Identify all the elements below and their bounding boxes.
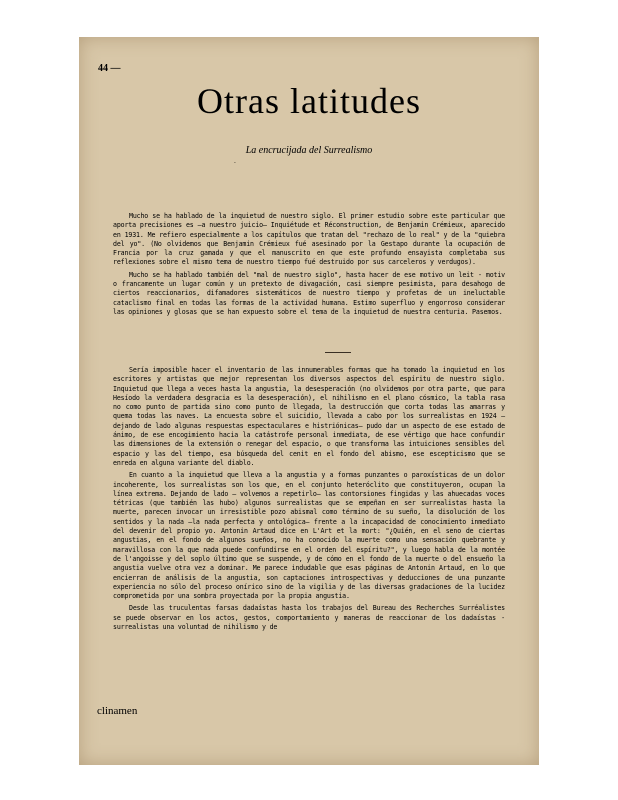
section-divider [325, 352, 351, 353]
section-1 [113, 212, 505, 320]
paragraph: Sería imposible hacer el inventario de las innumerables formas que ha tomado la inquietud en los escritores y artistas que mejor representan los diversos aspectos del espíritu de nuestro siglo. Inquietud que llega a veces hasta la angustia, la desesperación (no olvidemos por otra parte, que para Hesíodo la verdadera desgracia es la desesperación), el nihilismo en el plano cósmico, la tabla rasa no como punto de partida sino como punto de llegada, la destrucción que corta todas las amarras y quema todas las naves. La encuesta sobre el suicidio, llevada a cabo por los surrealistas en 1924 —dejando de lado algunas respuestas espectaculares e histriónicas— pudo dar un aspecto de ese estado de ánimo, de ese encogimiento hacia la catástrofe personal inmediata, de ese vértigo que hace confundir las dimensiones de la extensión o renegar del espacio, o que transforma las intuiciones sensibles del espacio y las del tiempo, esa búsqueda del cenit en el fondo del abismo, ese escepticismo que se enreda en alguna variante del diablo. [113, 366, 505, 467]
section-2 [113, 366, 505, 635]
subtitle-mark: · [234, 160, 236, 167]
page-number: 44 — [98, 63, 121, 74]
paragraph: Desde las truculentas farsas dadaístas hasta los trabajos del Bureau des Recherches Surréalistes se puede observar en los actos, gestos, comportamiento y maneras de reaccionar de los dadaístas -surrealistas una voluntad de nihilismo y de [113, 604, 505, 632]
paragraph: Mucho se ha hablado también del "mal de nuestro siglo", hasta hacer de ese motivo un leit - motiv o francamente un lugar común y un pretexto de divagación, casi siempre pesimista, para desahogo de ciertos reaccionarios, difamadores sistemáticos de nuestro tiempo y profetas de un ineluctable cataclismo final en todas las formas de la actividad humana. Estimo superfluo y engorroso considerar las opiniones y glosas que se han expuesto sobre el tema de la inquietud de nuestra centuria. Pasemos. [113, 270, 505, 316]
paragraph: En cuanto a la inquietud que lleva a la angustia y a formas punzantes o paroxísticas de un dolor incoherente, los surrealistas son los que, en el conjunto heteróclito que constituyeron, ocupan la línea extrema. Dejando de lado — volvemos a repetirlo— las contorsiones fingidas y las ahuecadas voces tétricas (que también las hubo) algunos surrealistas que se empeñan en ser surrealistas hasta la muerte, parecen invocar un irresistible pozo abismal como término de su sueño, la disolución de los sentidos y la nada —la nada perfecta y ontológica— frente a la incapacidad de conocimiento inmediato del devenir del propio yo. Antonin Artaud dice en L'Art et la mort: "¿Quién, en el seno de ciertas angustias, en el fondo de algunos sueños, no ha conocido la muerte como una sensación quebrante y maravillosa con la que nada puede confundirse en el orden del espíritu?", y luego habla de la montée de l'angoisse y del soplo último que se suspende, y de cómo en el fondo de la muerte o del ensueño la angustia vuelve otra vez a dominar. Me parece indudable que esas páginas de Antonin Artaud, en lo que encierran de análisis de la angustia, son captaciones introspectivas y deducciones de una punzante experiencia no sólo del proceso onírico sino de la vigilia y de las diversas gradaciones de la lucidez comprometida por una sombra proyectada por la propia angustia. [113, 471, 505, 601]
journal-name: clinamen [97, 705, 138, 717]
paragraph: Mucho se ha hablado de la inquietud de nuestro siglo. El primer estudio sobre este particular que aporta precisiones es —a nuestro juicio— Inquiétude et Réconstruction, de Benjamin Crémieux, aparecido en 1931. Me refiero especialmente a los capítulos que tratan del "rechazo de lo real" y de la "quiebra del yo". (No olvidemos que Benjamin Crémieux fué asesinado por la Gestapo durante la ocupación de Francia por la cruz gamada y que el manuscrito en que este profundo ensayista completaba sus reflexiones sobre el mismo tema de nuestro tiempo fué destruido por sus carceleros y verdugos). [113, 212, 505, 267]
article-subtitle: La encrucijada del Surrealismo [245, 145, 373, 156]
page-title: Otras latitudes [197, 81, 421, 121]
